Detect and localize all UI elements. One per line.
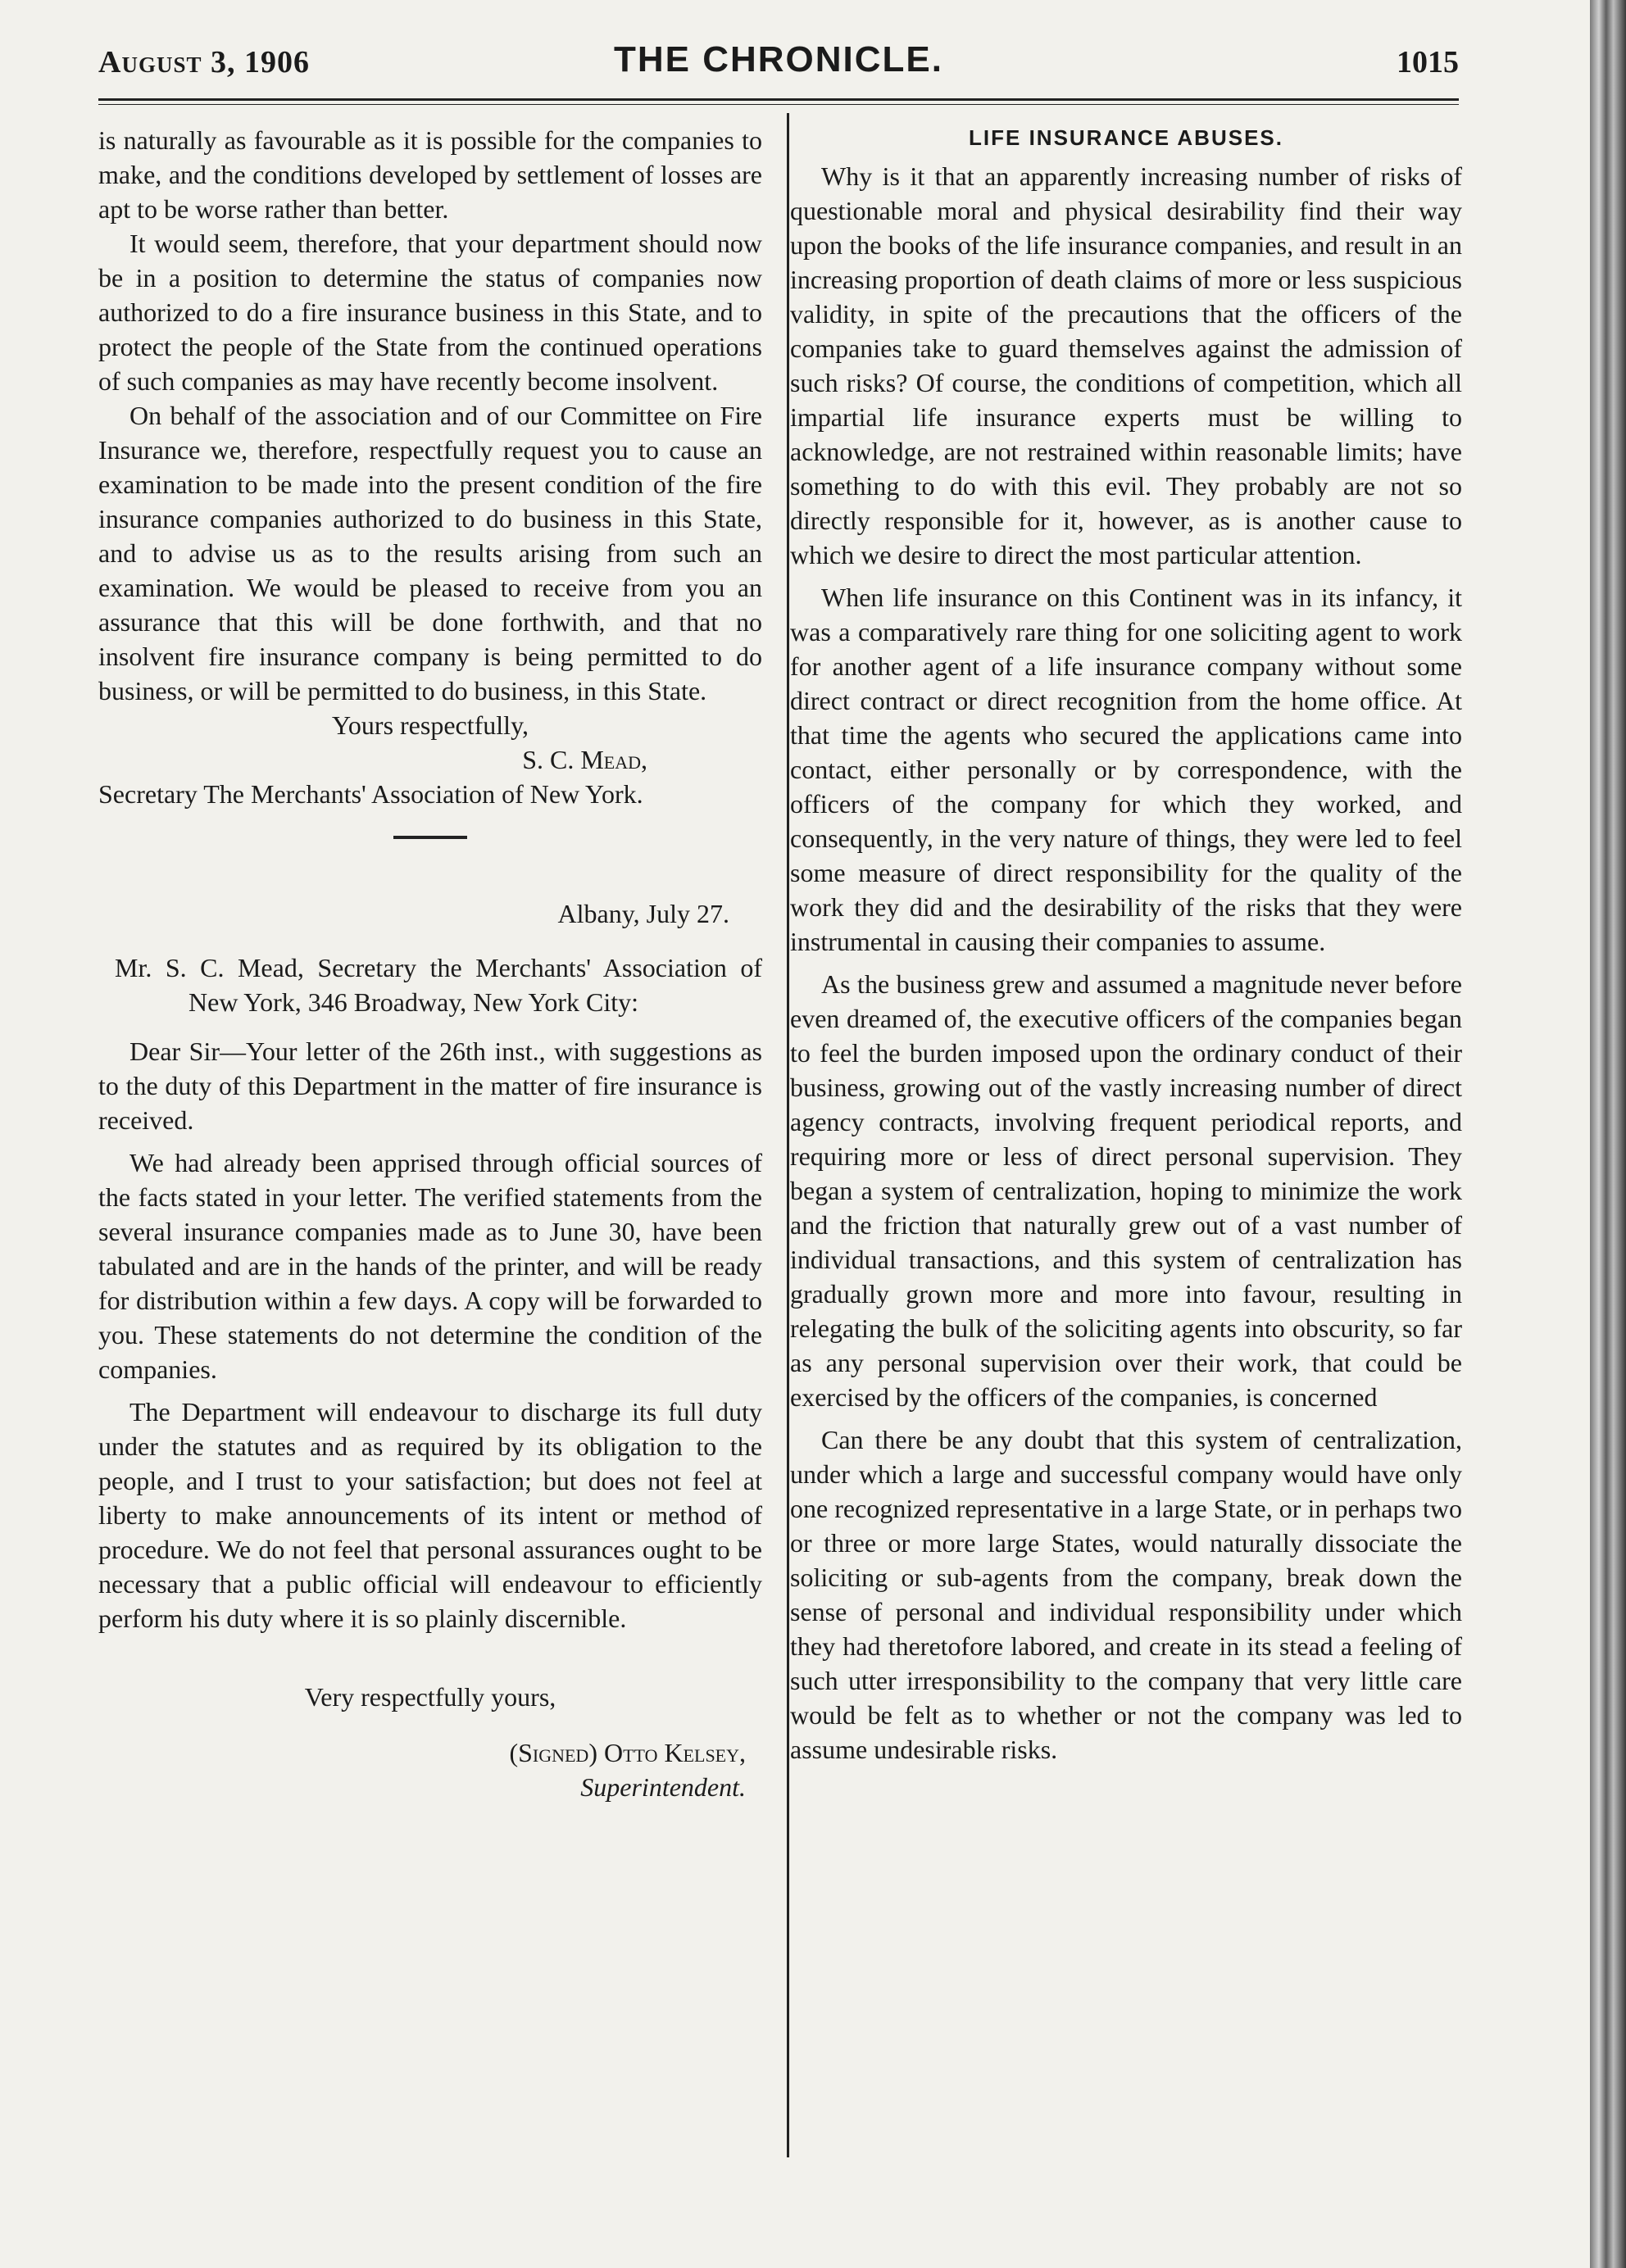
left-column: [98, 123, 762, 1804]
header-rule-thin: [98, 104, 1459, 105]
page-header: [98, 39, 1459, 92]
paragraph: is naturally as favourable as it is possible for the companies to make, and the conditions developed by settlement of losses are apt to be worse rather than better.: [98, 125, 762, 224]
paragraph: As the business grew and assumed a magnitude never before even dreamed of, the executive officers of the companies began to feel the burden imposed upon the ordinary conduct of their business, growing out of the vastly increasing number of direct agency contracts, involving frequent periodical reports, and requiring more or less of direct personal supervision. They began a system of centralization, hoping to minimize the work and the friction that naturally grew out of a vast number of individual transactions, and this system of centralization has gradually grown more and more into favour, resulting in relegating the bulk of the soliciting agents into obscurity, so far as any personal supervision over their work, that could be exercised by the officers of the companies, is concerned: [790, 969, 1462, 1412]
book-spine-edge: [1590, 0, 1626, 2268]
paragraph: Can there be any doubt that this system of centralization, under which a large and successful company would have only one recognized representative in a large State, or in perhaps two or three or more large States, would naturally dissociate the soliciting or sub-agents from the company, break down the sense of personal and individual responsibility under which they had theretofore labored, and create in its stead a feeling of such utter irresponsibility to the company that very little care would be felt as to whether or not the company was led to assume undesirable risks.: [790, 1425, 1462, 1764]
paragraph: The Department will endeavour to discharge its full duty under the statutes and as required by its obligation to the people, and I trust to your satisfaction; but does not feel at liberty to make announcements of its intent or method of procedure. We do not feel that personal assurances ought to be necessary that a public official will endeavour to efficiently perform his duty where it is so plainly discernible.: [98, 1397, 762, 1633]
issue-date: August 3, 1906: [98, 45, 310, 79]
paragraph: Why is it that an apparently increasing number of risks of questionable moral and physical desirability find their way upon the books of the life insurance companies, and result in an increasing proportion of death claims of more or less suspicious validity, in spite of the precautions that the officers of the companies take to guard themselves against the admission of such risks? Of course, the conditions of competition, which all impartial life insurance experts must be willing to acknowledge, are not restrained within reasonable limits; have something to do with this evil. They probably are not so directly responsible for it, however, as is another cause to which we desire to direct the most particular attention.: [790, 161, 1462, 569]
reply-signer-title: Superintendent.: [580, 1772, 746, 1802]
reply-signer: (Signed) Otto Kelsey,: [509, 1738, 746, 1767]
reply-closing: Very respectfully yours,: [304, 1682, 556, 1712]
paragraph: It would seem, therefore, that your department should now be in a position to determine the status of companies now authorized to do a fire insurance business in this State, and to protect the people of the State from the continued operations of such companies as may have recently become insolvent.: [98, 229, 762, 396]
section-dash-divider: [393, 836, 467, 839]
header-rule: [98, 98, 1459, 101]
letter-signer: S. C. Mead,: [522, 745, 647, 774]
page-number: 1015: [1397, 45, 1459, 79]
signer-title: Secretary The Merchants' Association of New York.: [98, 779, 643, 809]
letter-closing: Yours respectfully,: [332, 710, 529, 740]
letter-dateline: Albany, July 27.: [557, 899, 729, 928]
article-heading: LIFE INSURANCE ABUSES.: [969, 125, 1283, 150]
right-column: [787, 123, 1462, 1767]
paragraph: Dear Sir—Your letter of the 26th inst., with suggestions as to the duty of this Department in the matter of fire insurance is received.: [98, 1036, 762, 1135]
publication-title: THE CHRONICLE.: [614, 39, 943, 79]
paragraph: When life insurance on this Continent was in its infancy, it was a comparatively rare thing for one soliciting agent to work for another agent of a life insurance company without some direct contract or direct recognition from the home office. At that time the agents who secured the applications came into contact, either personally or by correspondence, with the officers of the company for which they worked, and consequently, in the very nature of things, they were led to feel some measure of direct responsibility for the quality of the work they did and the desirability of the risks that they were instrumental in causing their companies to assume.: [790, 583, 1462, 956]
paragraph: We had already been apprised through official sources of the facts stated in your letter. The verified statements from the several insurance companies made as to June 30, have been tabulated and are in the hands of the printer, and will be ready for distribution within a few days. A copy will be forwarded to you. These statements do not determine the condition of the companies.: [98, 1148, 762, 1384]
letter-address: Mr. S. C. Mead, Secretary the Merchants' Association of New York, 346 Broadway, New York City:: [115, 953, 762, 1017]
paragraph: On behalf of the association and of our Committee on Fire Insurance we, therefore, respectfully request you to cause an examination to be made into the present condition of the fire insurance companies authorized to do business in this State, and to advise us as to the results arising from such an examination. We would be pleased to receive from you an assurance that this will be done forthwith, and that no insolvent fire insurance company is being permitted to do business, or will be permitted to do business, in this State.: [98, 401, 762, 705]
